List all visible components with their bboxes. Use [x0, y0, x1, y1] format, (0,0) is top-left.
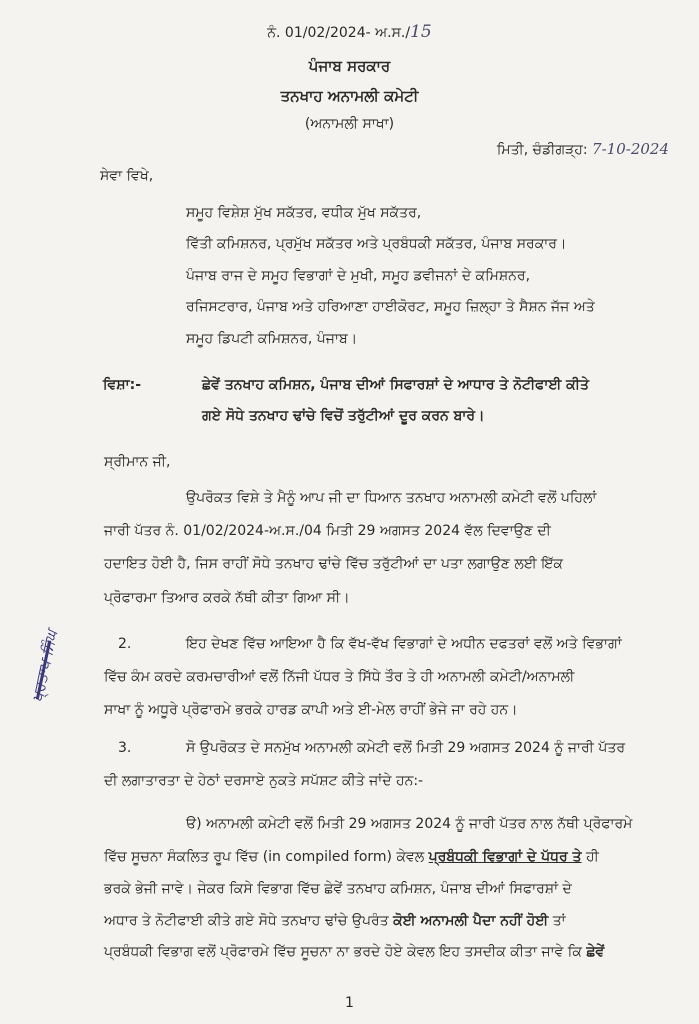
- subject-line: ਗਏ ਸੋਧੇ ਤਨਖਾਹ ਢਾਂਚੇ ਵਿਚੋਂ ਤਰੁੱਟੀਆਂ ਦੂਰ ਕਰਨ ਬਾਰੇ।: [202, 408, 485, 424]
- addressee-line: ਸਮੂਹ ਵਿਸ਼ੇਸ਼ ਮੁੱਖ ਸਕੱਤਰ, ਵਧੀਕ ਮੁੱਖ ਸਕੱਤਰ,: [186, 205, 422, 221]
- point-a-line: ੳ) ਅਨਾਮਲੀ ਕਮੇਟੀ ਵਲੋਂ ਮਿਤੀ 29 ਅਗਸਤ 2024 ਨੂੰ ਜਾਰੀ ਪੱਤਰ ਨਾਲ ਨੱਥੀ ਪ੍ਰੋਫਾਰਮੇ: [186, 816, 633, 832]
- subject-line: ਛੇਵੇਂ ਤਨਖਾਹ ਕਮਿਸ਼ਨ, ਪੰਜਾਬ ਦੀਆਂ ਸਿਫਾਰਸ਼ਾਂ ਦੇ ਆਧਾਰ ਤੇ ਨੋਟੀਫਾਈ ਕੀਤੇ: [202, 377, 589, 393]
- para2-line: ਵਿੱਚ ਕੰਮ ਕਰਦੇ ਕਰਮਚਾਰੀਆਂ ਵਲੋਂ ਨਿੱਜੀ ਪੱਧਰ ਤੇ ਸਿੱਧੇ ਤੌਰ ਤੇ ਹੀ ਅਨਾਮਲੀ ਕਮੇਟੀ/ਅਨਾਮਲੀ: [104, 669, 575, 685]
- branch-name: (ਅਨਾਮਲੀ ਸਾਖਾ): [304, 116, 395, 132]
- ref-prefix: ਨੰ. 01/02/2024- ਅ.ਸ./: [267, 25, 411, 41]
- salutation: ਸੇਵਾ ਵਿਖੇ,: [100, 168, 154, 184]
- ref-handwritten: 15: [410, 22, 432, 42]
- date-line: [497, 140, 669, 158]
- point-a-line: [104, 849, 599, 865]
- text-run: ਹੀ: [581, 849, 599, 865]
- para1-line: ਉਪਰੋਕਤ ਵਿਸ਼ੇ ਤੇ ਮੈਨੂੰ ਆਪ ਜੀ ਦਾ ਧਿਆਨ ਤਨਖਾਹ ਅਨਾਮਲੀ ਕਮੇਟੀ ਵਲੋਂ ਪਹਿਲਾਂ: [186, 490, 597, 506]
- committee-name: ਤਨਖਾਹ ਅਨਾਮਲੀ ਕਮੇਟੀ: [280, 87, 419, 105]
- point-a-line: [104, 913, 566, 929]
- addressee-line: ਰਜਿਸਟਰਾਰ, ਪੰਜਾਬ ਅਤੇ ਹਰਿਆਣਾ ਹਾਈਕੋਰਟ, ਸਮੂਹ ਜ਼ਿਲ੍ਹਾ ਤੇ ਸੈਸ਼ਨ ਜੱਜ ਅਤੇ: [186, 299, 595, 315]
- page-number: 1: [345, 995, 354, 1011]
- addressee-line: ਵਿੱਤੀ ਕਮਿਸ਼ਨਰ, ਪ੍ਰਮੁੱਖ ਸਕੱਤਰ ਅਤੇ ਪ੍ਰਬੰਧਕੀ ਸਕੱਤਰ, ਪੰਜਾਬ ਸਰਕਾਰ।: [186, 236, 567, 252]
- government-name: ਪੰਜਾਬ ਸਰਕਾਰ: [308, 57, 391, 75]
- point-a-line: ਭਰਕੇ ਭੇਜੀ ਜਾਵੇ। ਜੇਕਰ ਕਿਸੇ ਵਿਭਾਗ ਵਿੱਚ ਛੇਵੇਂ ਤਨਖਾਹ ਕਮਿਸ਼ਨ, ਪੰਜਾਬ ਦੀਆਂ ਸਿਫਾਰਸ਼ਾਂ ਦੇ: [104, 881, 572, 897]
- para1-line: ਹਦਾਇਤ ਹੋਈ ਹੈ, ਜਿਸ ਰਾਹੀਂ ਸੋਧੇ ਤਨਖਾਹ ਢਾਂਚੇ ਵਿੱਚ ਤਰੁੱਟੀਆਂ ਦਾ ਪਤਾ ਲਗਾਉਣ ਲਈ ਇੱਕ: [104, 556, 563, 572]
- para3-line: ਸੋ ਉਪਰੋਕਤ ਦੇ ਸਨਮੁੱਖ ਅਨਾਮਲੀ ਕਮੇਟੀ ਵਲੋਂ ਮਿਤੀ 29 ਅਗਸਤ 2024 ਨੂੰ ਜਾਰੀ ਪੱਤਰ: [186, 740, 626, 756]
- para1-line: ਪ੍ਰੋਫਾਰਮਾ ਤਿਆਰ ਕਰਕੇ ਨੱਥੀ ਕੀਤਾ ਗਿਆ ਸੀ।: [104, 590, 350, 606]
- addressee-line: ਸਮੂਹ ਡਿਪਟੀ ਕਮਿਸ਼ਨਰ, ਪੰਜਾਬ।: [186, 331, 358, 347]
- addressee-line: ਪੰਜਾਬ ਰਾਜ ਦੇ ਸਮੂਹ ਵਿਭਾਗਾਂ ਦੇ ਮੁਖੀ, ਸਮੂਹ ਡਵੀਜਨਾਂ ਦੇ ਕਮਿਸ਼ਨਰ,: [186, 268, 531, 284]
- emphasis-text: ਪ੍ਰਬੰਧਕੀ ਵਿਭਾਗਾਂ ਦੇ ਪੱਧਰ ਤੇ: [428, 849, 582, 865]
- date-handwritten: 7-10-2024: [592, 140, 669, 158]
- para2-line: ਸਾਖਾ ਨੂੰ ਅਧੂਰੇ ਪ੍ਰੋਫਾਰਮੇ ਭਰਕੇ ਹਾਰਡ ਕਾਪੀ ਅਤੇ ਈ-ਮੇਲ ਰਾਹੀਂ ਭੇਜੇ ਜਾ ਰਹੇ ਹਨ।: [104, 702, 518, 718]
- para3-number: 3.: [118, 740, 132, 756]
- greeting: ਸ੍ਰੀਮਾਨ ਜੀ,: [104, 454, 171, 470]
- para3-line: ਦੀ ਲਗਾਤਾਰਤਾ ਦੇ ਹੇਠਾਂ ਦਰਸਾਏ ਨੁਕਤੇ ਸਪੱਸ਼ਟ ਕੀਤੇ ਜਾਂਦੇ ਹਨ:-: [104, 773, 424, 789]
- point-a-line: [104, 944, 604, 960]
- para2-line: ਇਹ ਦੇਖਣ ਵਿੱਚ ਆਇਆ ਹੈ ਕਿ ਵੱਖ-ਵੱਖ ਵਿਭਾਗਾਂ ਦੇ ਅਧੀਨ ਦਫਤਰਾਂ ਵਲੋਂ ਅਤੇ ਵਿਭਾਗਾਂ: [186, 636, 622, 652]
- reference-number: [0, 22, 699, 42]
- emphasis-text: ਕੋਈ ਅਨਾਮਲੀ ਪੈਦਾ ਨਹੀਂ ਹੋਈ: [393, 913, 549, 929]
- emphasis-text: ਛੇਵੇਂ: [586, 944, 605, 960]
- text-run: ਤਾਂ: [548, 913, 566, 929]
- para2-number: 2.: [118, 636, 132, 652]
- para1-line: ਜਾਰੀ ਪੱਤਰ ਨੰ. 01/02/2024-ਅ.ਸ./04 ਮਿਤੀ 29 ਅਗਸਤ 2024 ਵੱਲ ਦਿਵਾਉਣ ਦੀ: [104, 523, 551, 539]
- text-run: ਵਿੱਚ ਸੂਚਨਾ ਸੰਕਲਿਤ ਰੂਪ ਵਿੱਚ (in compiled form) ਕੇਵਲ: [104, 849, 429, 865]
- text-run: ਅਧਾਰ ਤੇ ਨੋਟੀਫਾਈ ਕੀਤੇ ਗਏ ਸੋਧੇ ਤਨਖਾਹ ਢਾਂਚੇ ਉਪਰੰਤ: [104, 913, 394, 929]
- date-label: ਮਿਤੀ, ਚੰਡੀਗੜ੍ਹ:: [496, 142, 588, 158]
- text-run: ਪ੍ਰਬੰਧਕੀ ਵਿਭਾਗ ਵਲੋਂ ਪ੍ਰੋਫਾਰਮੇ ਵਿੱਚ ਸੂਚਨਾ ਨਾ ਭਰਦੇ ਹੋਏ ਕੇਵਲ ਇਹ ਤਸਦੀਕ ਕੀਤਾ ਜਾਵੇ ਕਿ: [104, 944, 587, 960]
- margin-handwritten-note: ਪ੍ਰਤਾਪ ਸਿੰਘ: [28, 628, 61, 704]
- subject-label: ਵਿਸ਼ਾ:-: [103, 377, 142, 393]
